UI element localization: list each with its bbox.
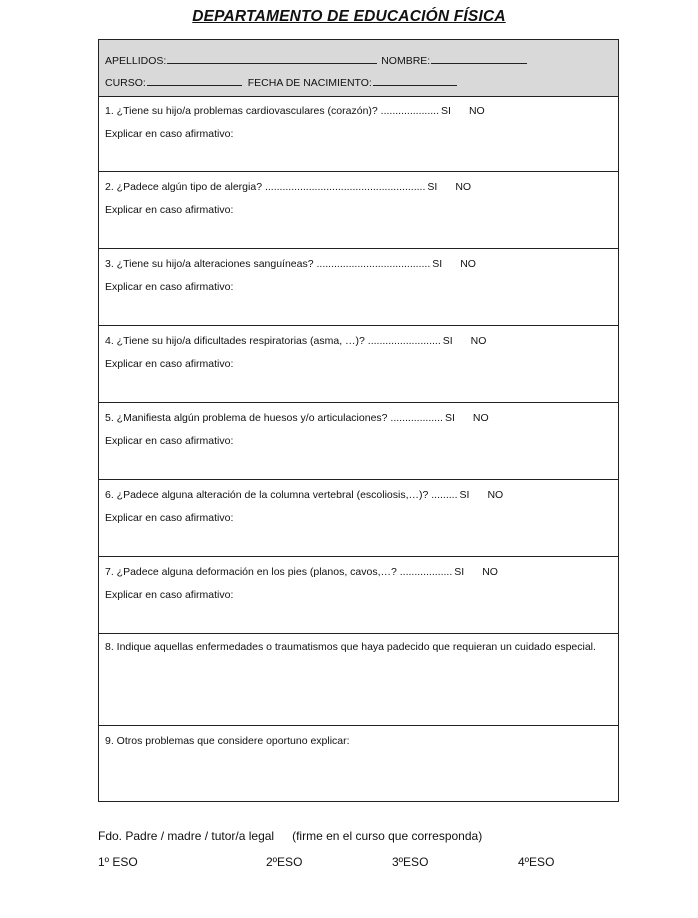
si-option[interactable]: SI (432, 258, 443, 270)
signature-label: Fdo. Padre / madre / tutor/a legal (98, 829, 275, 843)
curso-label: CURSO: (105, 77, 146, 89)
question-4[interactable] (99, 326, 618, 403)
si-option[interactable]: SI (459, 489, 470, 501)
grade-2[interactable]: 2ºESO (266, 855, 303, 869)
question-text: 8. Indique aquellas enfermedades o traumatismos que haya padecido que requieran un cuidado especial. (105, 641, 596, 653)
si-option[interactable]: SI (444, 412, 455, 424)
explain-label: Explicar en caso afirmativo: (105, 204, 234, 216)
health-form (98, 39, 619, 802)
question-2[interactable] (99, 172, 618, 249)
grade-1[interactable]: 1º ESO (98, 855, 138, 869)
nombre-field[interactable] (431, 52, 527, 64)
question-9[interactable] (99, 726, 618, 802)
si-option[interactable]: SI (441, 105, 451, 117)
question-text: 1. ¿Tiene su hijo/a problemas cardiovasculares (corazón)? .................... (105, 105, 440, 117)
si-option[interactable]: SI (427, 181, 438, 193)
explain-label: Explicar en caso afirmativo: (105, 281, 234, 293)
question-text: 4. ¿Tiene su hijo/a dificultades respiratorias (asma, …)? ......................... (105, 335, 441, 347)
no-option[interactable]: NO (482, 566, 498, 578)
question-text: 3. ¿Tiene su hijo/a alteraciones sanguíneas? ....................................... (105, 258, 431, 270)
explain-label: Explicar en caso afirmativo: (105, 128, 234, 140)
curso-field[interactable] (147, 74, 242, 86)
explain-label: Explicar en caso afirmativo: (105, 435, 234, 447)
no-option[interactable]: NO (472, 412, 489, 424)
no-option[interactable]: NO (487, 489, 504, 501)
question-8[interactable] (99, 634, 618, 726)
apellidos-field[interactable] (167, 52, 377, 64)
header-line-2 (105, 74, 458, 89)
no-option[interactable]: NO (470, 335, 487, 347)
nombre-label: NOMBRE: (381, 55, 431, 67)
signature-note: (firme en el curso que corresponda) (292, 829, 483, 843)
question-5[interactable] (99, 403, 618, 480)
question-text: 9. Otros problemas que considere oportuno explicar: (105, 735, 350, 747)
no-option[interactable]: NO (468, 105, 485, 117)
signature-line (98, 829, 482, 843)
question-text: 2. ¿Padece algún tipo de alergia? ....................................................... (105, 181, 426, 193)
question-6[interactable] (99, 480, 618, 557)
student-info-header (99, 40, 618, 97)
question-text: 7. ¿Padece alguna deformación en los pies (planos, cavos,…? .................. (105, 566, 453, 578)
explain-label: Explicar en caso afirmativo: (105, 512, 234, 524)
question-text: 5. ¿Manifiesta algún problema de huesos y/o articulaciones? .................. (105, 412, 443, 424)
si-option[interactable]: SI (454, 566, 465, 578)
no-option[interactable]: NO (460, 258, 476, 270)
question-3[interactable] (99, 249, 618, 326)
fecha-label: FECHA DE NACIMIENTO: (247, 77, 372, 89)
fecha-field[interactable] (373, 74, 457, 86)
explain-label: Explicar en caso afirmativo: (105, 358, 234, 370)
question-1[interactable] (99, 96, 618, 172)
page-title: DEPARTAMENTO DE EDUCACIÓN FÍSICA (192, 8, 506, 25)
no-option[interactable]: NO (455, 181, 472, 193)
question-text: 6. ¿Padece alguna alteración de la columna vertebral (escoliosis,…)? ......... (105, 489, 458, 501)
question-7[interactable] (99, 557, 618, 634)
grade-3[interactable]: 3ºESO (392, 855, 429, 869)
apellidos-label: APELLIDOS: (105, 55, 167, 67)
grade-4[interactable]: 4ºESO (518, 855, 555, 869)
si-option[interactable]: SI (442, 335, 453, 347)
header-line-1 (105, 52, 528, 67)
explain-label: Explicar en caso afirmativo: (105, 589, 234, 601)
